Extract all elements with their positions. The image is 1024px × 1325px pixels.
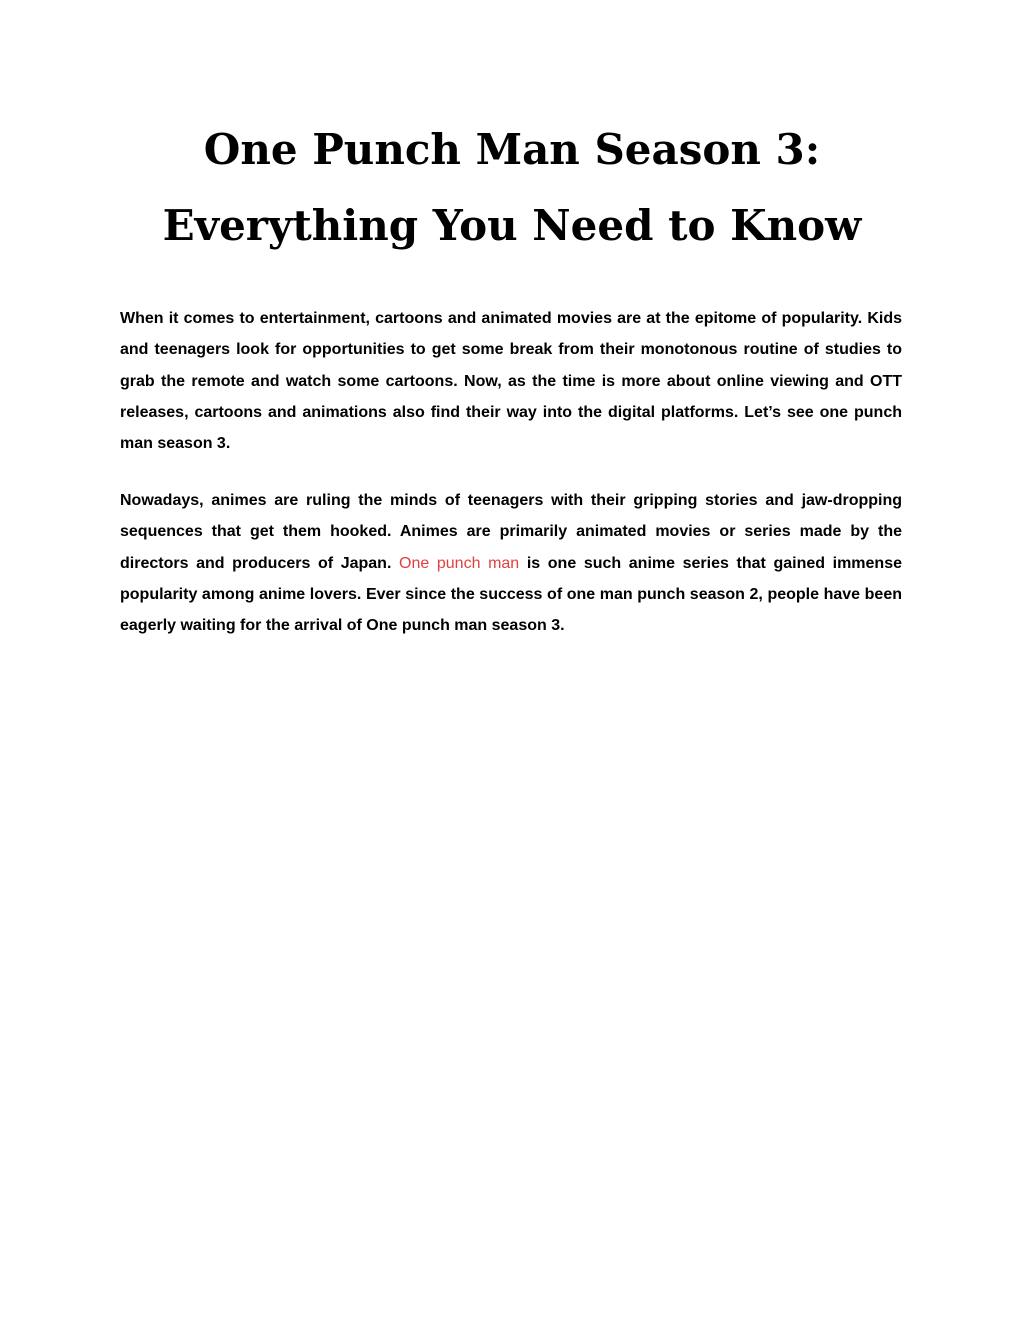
page-title <box>100 112 924 264</box>
paragraph-text-after-link: is one such anime series that gained immense popularity among anime lovers. Ever since the success of one man punch season 2, people have been eagerly waiting for the arrival of One punch man season 3. <box>120 554 902 635</box>
paragraph-text-before-link: Nowadays, animes are ruling the minds of teenagers with their gripping stories and jaw-dropping sequences that get them hooked. Animes are primarily animated movies or series made by the directors and producers of Japan. <box>120 492 902 572</box>
title-line-1: One Punch Man Season 3: <box>203 125 821 174</box>
anime-paragraph <box>120 485 902 641</box>
one-punch-man-link[interactable]: One punch man <box>399 554 520 572</box>
title-line-2: Everything You Need to Know <box>162 201 862 250</box>
intro-paragraph: When it comes to entertainment, cartoons and animated movies are at the epitome of popularity. Kids and teenagers look for opportunities to get some break from their monotonous routine of studies to grab the remote and watch some cartoons. Now, as the time is more about online viewing and OTT releases, cartoons and animations also find their way into the digital platforms. Let’s see one punch man season 3. <box>120 310 902 453</box>
